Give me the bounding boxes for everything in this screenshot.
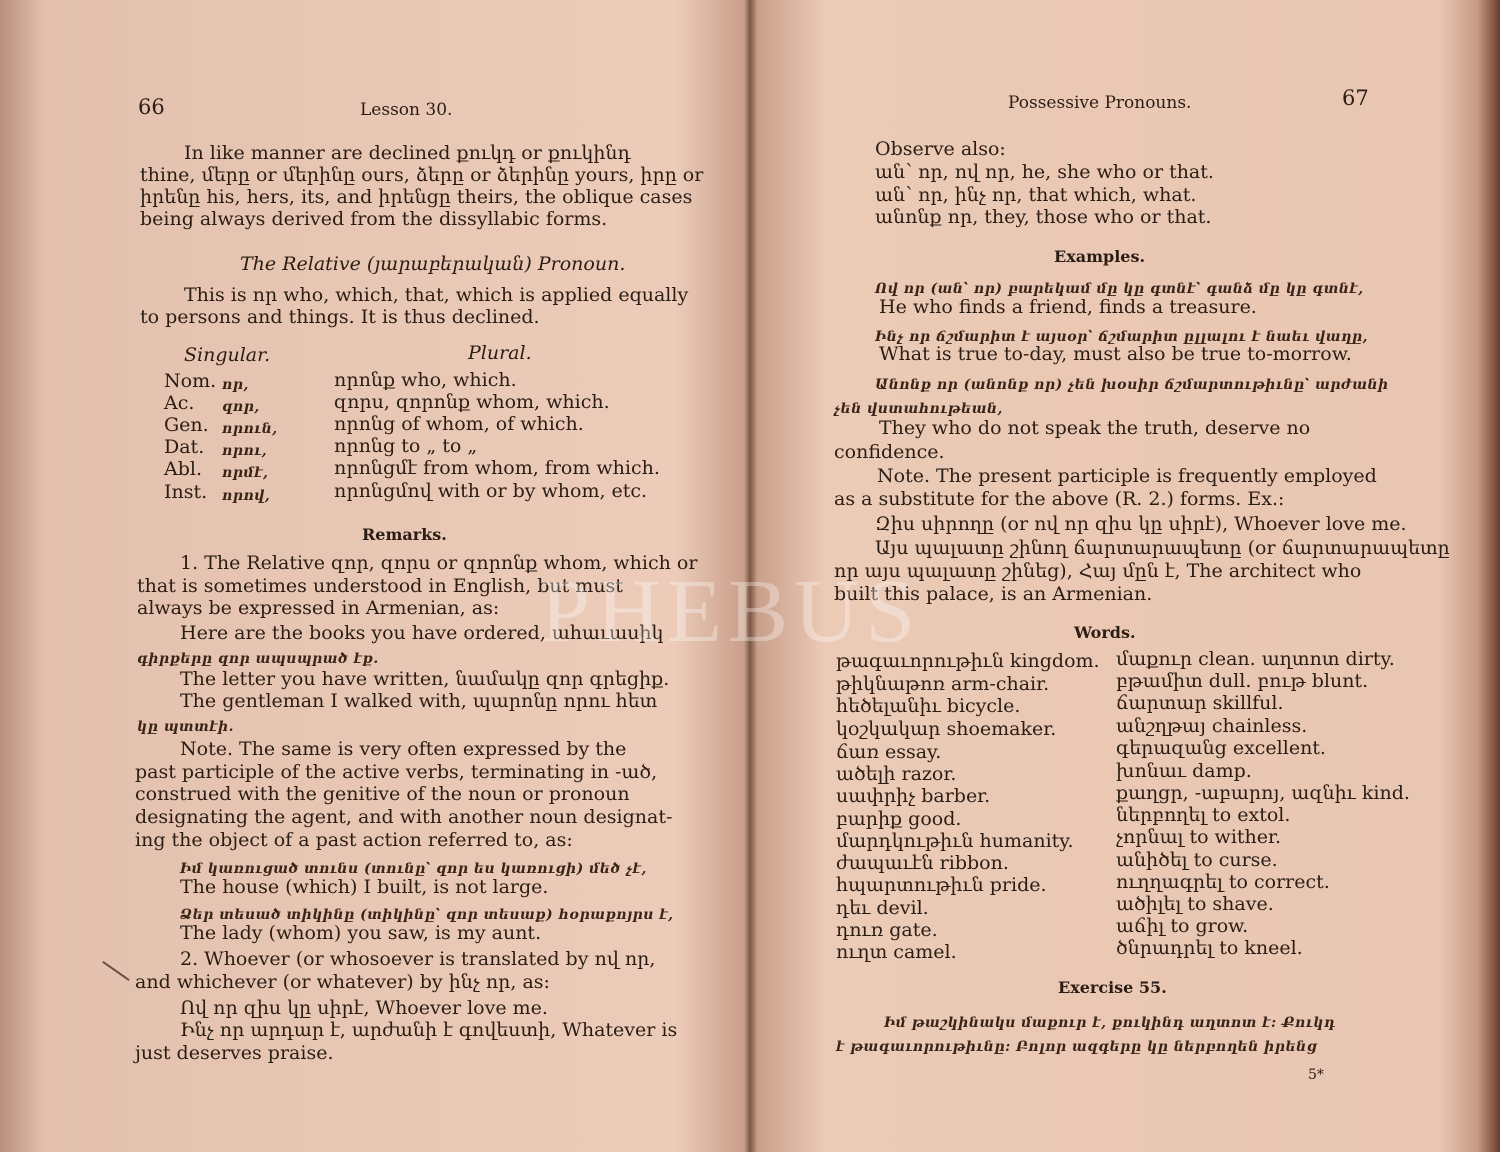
singular-form: որով, xyxy=(222,488,271,504)
text-line: They who do not speak the truth, deserve no xyxy=(879,417,1311,439)
case-label: Inst. xyxy=(164,481,208,503)
vocab-item: ուղտ camel. xyxy=(836,941,957,963)
text-line: In like manner are declined քուկդ or քուկինդ xyxy=(184,142,631,164)
section-title-exercise: Exercise 55. xyxy=(1058,978,1167,997)
text-line: անոնք որ, they, those who or that. xyxy=(875,206,1212,228)
vocab-item: քաղցր, -աբարոյ, ազնիւ kind. xyxy=(1116,782,1410,804)
text-line: The lady (whom) you saw, is my aunt. xyxy=(180,922,542,944)
signature-mark: 5* xyxy=(1308,1067,1324,1083)
running-header-left: Lesson 30. xyxy=(360,100,453,120)
vocab-item: հպարտութիւն pride. xyxy=(836,874,1047,896)
text-line: Այս պալատը շինող ճարտարապետը (or ճարտարապետը xyxy=(875,537,1450,559)
text-line: գիրքերը զոր ապսպրած էք. xyxy=(137,651,379,667)
page-number-left: 66 xyxy=(138,95,165,119)
text-line: thine, մերը or մերինը ours, ձերը or ձերինը yours, իրը or xyxy=(140,164,704,186)
vocab-item: մաքուր clean. աղտոտ dirty. xyxy=(1116,648,1395,670)
text-line: Ինչ որ արդար է, արժանի է գովեստի, Whatever is xyxy=(180,1019,678,1041)
text-line: է թագաւորութիւնը: Բոլոր ազգերը կը ներբողեն իրենց xyxy=(836,1039,1318,1055)
text-line: construed with the genitive of the noun or pronoun xyxy=(135,783,630,805)
singular-form: որուն, xyxy=(222,421,278,437)
text-line: Observe also: xyxy=(875,138,1006,160)
text-line: Իմ կառուցած տունս (տունը՝ զոր ես կառուցի) մեծ չէ, xyxy=(180,861,647,877)
text-line: 1. The Relative զոր, զորս or զորոնք whom, which or xyxy=(180,552,698,574)
section-title-remarks: Remarks. xyxy=(362,525,447,544)
text-line: always be expressed in Armenian, as: xyxy=(137,597,500,619)
text-line: and whichever (or whatever) by ինչ որ, as: xyxy=(135,971,550,993)
vocab-item: մարդկութիւն humanity. xyxy=(836,830,1074,852)
vocab-item: թիկնաթոռ arm-chair. xyxy=(836,673,1050,695)
vocab-item: ժապաւէն ribbon. xyxy=(836,852,1009,874)
plural-form: որոնց of whom, of which. xyxy=(334,413,584,435)
case-label: Abl. xyxy=(164,458,202,480)
text-line: չեն վստահութեան, xyxy=(834,401,1003,417)
vocab-item: թագաւորութիւն kingdom. xyxy=(836,650,1100,672)
text-line: իրենը his, hers, its, and իրենցը theirs, the oblique cases xyxy=(140,186,693,208)
text-line: to persons and things. It is thus declined. xyxy=(140,306,540,328)
vocab-item: կօշկակար shoemaker. xyxy=(836,718,1057,740)
pencil-mark xyxy=(102,961,129,981)
text-line: being always derived from the dissyllabic forms. xyxy=(140,208,608,230)
vocab-item: գերազանց excellent. xyxy=(1116,737,1326,759)
section-title-relative: The Relative (յարաբերական) Pronoun. xyxy=(240,253,626,275)
vocab-item: ճառ essay. xyxy=(836,741,942,763)
section-title-words: Words. xyxy=(1074,623,1136,642)
text-line: կը պտտէի. xyxy=(137,719,235,735)
running-header-right: Possessive Pronouns. xyxy=(1008,93,1192,113)
text-line: ան՝ որ, ինչ որ, that which, what. xyxy=(875,184,1197,206)
plural-form: որոնք who, which. xyxy=(334,369,517,391)
text-line: past participle of the active verbs, terminating in -ած, xyxy=(135,761,658,783)
text-line: Ով որ (ան՝ որ) բարեկամ մը կը գտնէ՝ գանձ մը կը գտնէ, xyxy=(875,281,1364,297)
vocab-item: ծնրադրել to kneel. xyxy=(1116,937,1303,959)
plural-form: զորս, զորոնք whom, which. xyxy=(334,391,610,413)
vocab-item: ճարտար skillful. xyxy=(1116,692,1284,714)
text-line: that is sometimes understood in English, but must xyxy=(137,575,623,597)
text-line: What is true to-day, must also be true to-morrow. xyxy=(879,343,1352,365)
vocab-item: ուղղագրել to correct. xyxy=(1116,871,1330,893)
plural-form: որոնցմէ from whom, from which. xyxy=(334,457,660,479)
text-line: designating the agent, and with another noun designat- xyxy=(135,806,673,828)
text-line: He who finds a friend, finds a treasure. xyxy=(879,296,1257,318)
case-label: Dat. xyxy=(164,436,205,458)
text-line: Իմ թաշկինակս մաքուր է, քուկինդ աղտոտ է: Քուկդ xyxy=(884,1015,1336,1031)
page-number-right: 67 xyxy=(1342,86,1369,110)
vocab-item: խոնաւ damp. xyxy=(1116,760,1252,782)
text-line: The gentleman I walked with, պարոնը որու հետ xyxy=(180,690,658,712)
column-header-plural: Plural. xyxy=(468,342,532,364)
text-line: confidence. xyxy=(834,441,945,463)
vocab-item: բթամիտ dull. բութ blunt. xyxy=(1116,670,1369,692)
case-label: Nom. xyxy=(164,370,217,392)
text-line: The letter you have written, նամակը զոր գրեցիք. xyxy=(180,668,670,690)
text-line: Note. The same is very often expressed by the xyxy=(180,738,627,760)
vocab-item: անշղթայ chainless. xyxy=(1116,715,1308,737)
singular-form: զոր, xyxy=(222,399,260,415)
vocab-item: չորնալ to wither. xyxy=(1116,826,1282,848)
plural-form: որոնցմով with or by whom, etc. xyxy=(334,480,648,502)
plural-form: որոնց to „ to „ xyxy=(334,435,478,457)
text-line: This is որ who, which, that, which is applied equally xyxy=(184,284,689,306)
column-header-singular: Singular. xyxy=(184,344,271,366)
vocab-item: սափրիչ barber. xyxy=(836,785,991,807)
vocab-item: հեծելանիւ bicycle. xyxy=(836,695,1021,717)
watermark: PHEBUS xyxy=(540,562,922,661)
text-line: Note. The present participle is frequently employed xyxy=(877,465,1377,487)
text-line: just deserves praise. xyxy=(135,1042,334,1064)
text-line: ing the object of a past action referred to, as: xyxy=(135,829,573,851)
singular-form: որու, xyxy=(222,443,268,459)
text-line: Անոնք որ (անոնք որ) չեն խօսիր ճշմարտութիւնը՝ արժանի xyxy=(875,377,1389,393)
text-line: 2. Whoever (or whosoever is translated by ով որ, xyxy=(180,948,656,970)
text-line: Զիս սիրողը (or ով որ զիս կը սիրէ), Whoever love me. xyxy=(875,513,1407,535)
vocab-item: ածիլել to shave. xyxy=(1116,893,1274,915)
section-title-examples: Examples. xyxy=(1054,247,1146,266)
text-line: as a substitute for the above (R. 2.) forms. Ex.: xyxy=(834,488,1285,510)
vocab-item: դուռ gate. xyxy=(836,919,938,941)
text-line: Ով որ զիս կը սիրէ, Whoever love me. xyxy=(180,997,548,1019)
text-line: built this palace, is an Armenian. xyxy=(834,583,1153,605)
text-line: Ձեր տեսած տիկինը (տիկինը՝ զոր տեսաք) հօրաքոյրս է, xyxy=(180,907,674,923)
text-line: ան՝ որ, ով որ, he, she who or that. xyxy=(875,161,1214,183)
vocab-item: անիծել to curse. xyxy=(1116,849,1278,871)
vocab-item: ներբողել to extol. xyxy=(1116,804,1291,826)
case-label: Gen. xyxy=(164,414,209,436)
text-line: Here are the books you have ordered, ահաւասիկ xyxy=(180,622,664,644)
case-label: Ac. xyxy=(164,392,195,414)
vocab-item: դեւ devil. xyxy=(836,897,929,919)
text-line: որ այս պալատը շինեց), Հայ մըն է, The architect who xyxy=(834,560,1362,582)
vocab-item: աճիլ to grow. xyxy=(1116,915,1249,937)
text-line: Ինչ որ ճշմարիտ է այսօր՝ ճշմարիտ ըլլալու է նաեւ վաղը, xyxy=(875,329,1369,345)
singular-form: որմէ, xyxy=(222,465,269,481)
vocab-item: բարիք good. xyxy=(836,808,962,830)
text-line: The house (which) I built, is not large. xyxy=(180,876,549,898)
vocab-item: ածելի razor. xyxy=(836,763,957,785)
singular-form: որ, xyxy=(222,377,249,393)
